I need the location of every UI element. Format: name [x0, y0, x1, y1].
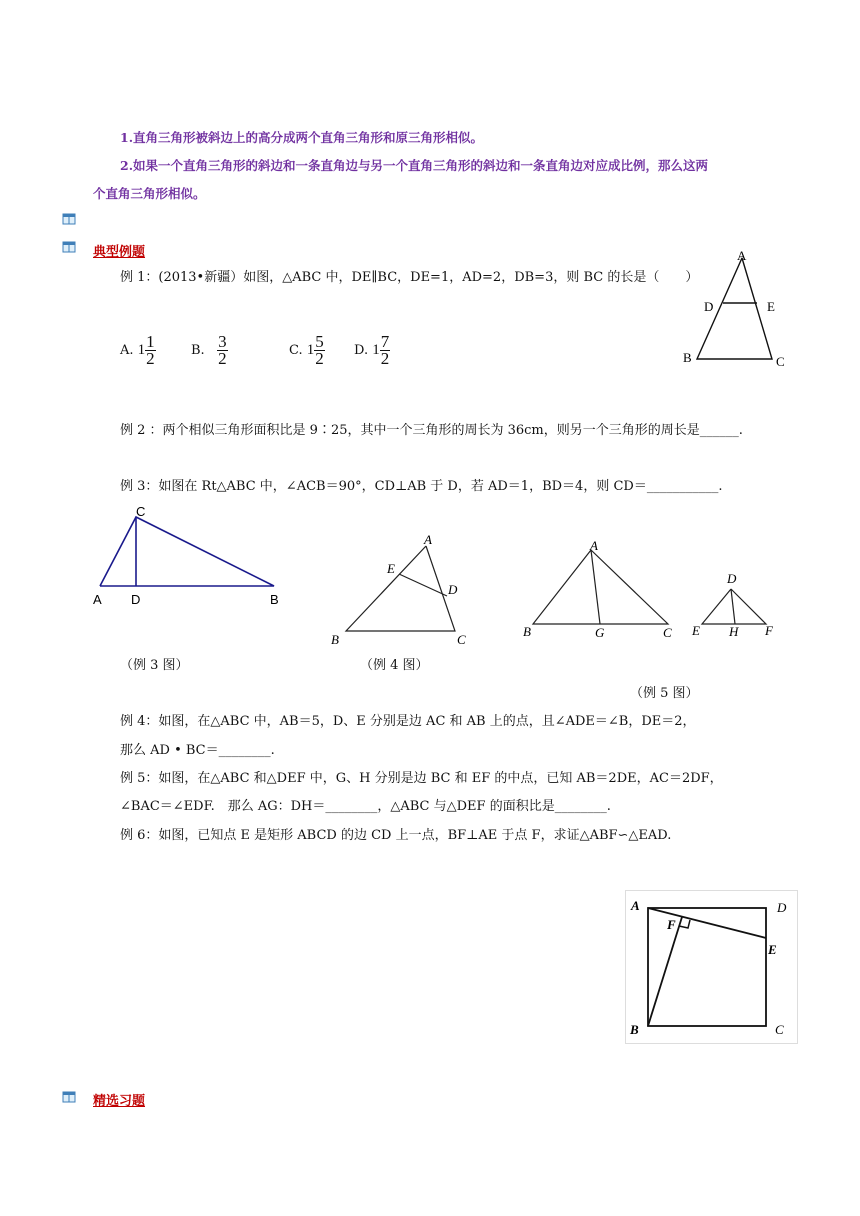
ex1-triangle-figure [675, 248, 795, 373]
label-a: A [631, 898, 640, 913]
ex1-option-d[interactable] [354, 334, 390, 367]
ex4-figure [325, 530, 485, 650]
section-title-exercises: 精选习题 [93, 1094, 146, 1109]
label-d: D [704, 299, 714, 314]
label-a: A [737, 248, 747, 263]
label-c: C [136, 504, 146, 519]
label-f: F [667, 917, 676, 932]
label-g: G [595, 625, 605, 640]
book-icon [62, 212, 76, 226]
ex5-figure [515, 535, 785, 645]
label-b: B [630, 1022, 639, 1037]
option-whole: 1 [137, 342, 146, 358]
ex6-text: 例 6：如图，已知点 E 是矩形 ABCD 的边 CD 上一点，BF⊥AE 于点 F，求证△ABF∽△EAD. [120, 828, 672, 843]
ex1-option-b[interactable] [191, 334, 228, 367]
caption-fig4: （例 4 图） [360, 658, 429, 673]
label-c: C [457, 632, 466, 647]
label-e: E [768, 942, 777, 957]
label-a: A [93, 592, 102, 607]
label-d: D [727, 571, 737, 586]
point-1: 1.直角三角形被斜边上的高分成两个直角三角形和原三角形相似。 [120, 130, 484, 145]
label-b: B [683, 350, 692, 365]
option-fraction: $\frac{1}{2}$ [146, 332, 155, 368]
label-e: E [387, 561, 395, 576]
point-2-line1: 2.如果一个直角三角形的斜边和一条直角边与另一个直角三角形的斜边和一条直角边对应成比例，那么这两 [120, 158, 709, 173]
ex3-text: 例 3：如图在 Rt△ABC 中，∠ACB＝90°，CD⊥AB 于 D，若 AD＝1，BD＝4，则 CD＝___________. [120, 479, 723, 494]
label-h: H [729, 624, 739, 639]
section-title-examples: 典型例题 [93, 245, 146, 260]
label-d: D [777, 900, 787, 915]
option-whole: 1 [372, 342, 380, 358]
option-letter: D. [354, 343, 369, 358]
option-letter: C. [289, 343, 303, 358]
point-2-line2: 个直角三角形相似。 [93, 186, 206, 201]
label-c: C [776, 354, 785, 369]
label-b: B [270, 592, 279, 607]
option-fraction: $\frac{7}{2}$ [380, 332, 390, 368]
option-fraction: $\frac{3}{2}$ [218, 332, 227, 368]
caption-fig3: （例 3 图） [120, 658, 189, 673]
ex5-line1: 例 5：如图，在△ABC 和△DEF 中，G、H 分别是边 BC 和 EF 的中点，已知 AB＝2DE，AC＝2DF， [120, 771, 723, 786]
label-e: E [692, 623, 700, 638]
caption-fig5: （例 5 图） [630, 686, 699, 701]
label-c: C [663, 625, 672, 640]
ex4-line2: 那么 AD • BC＝________. [120, 743, 275, 758]
ex5-line2: ∠BAC＝∠EDF. 那么 AG：DH＝________，△ABC 与△DEF 的面积比是________. [120, 799, 611, 814]
ex1-option-a[interactable] [120, 334, 156, 367]
label-a: A [590, 538, 598, 553]
option-fraction: $\frac{5}{2}$ [315, 332, 324, 368]
option-letter: B. [191, 343, 205, 358]
label-d: D [448, 582, 458, 597]
label-f: F [765, 623, 773, 638]
ex6-figure [625, 890, 800, 1046]
ex2-text: 例 2 ：两个相似三角形面积比是 9∶25，其中一个三角形的周长为 36cm，则另一个三角形的周长是______. [120, 423, 743, 438]
option-letter: A. [120, 343, 134, 358]
ex1-option-c[interactable] [289, 334, 325, 367]
label-c: C [775, 1022, 784, 1037]
book-icon [62, 1090, 76, 1104]
book-icon [62, 240, 76, 254]
option-whole: 1 [306, 342, 315, 358]
ex4-line1: 例 4：如图，在△ABC 中，AB＝5，D、E 分别是边 AC 和 AB 上的点，且∠ADE＝∠B，DE＝2， [120, 714, 696, 729]
ex1-stem: 例 1：(2013•新疆）如图，△ABC 中，DE∥BC，DE=1，AD=2，DB=3，则 BC 的长是（ ） [120, 270, 699, 285]
label-e: E [767, 299, 775, 314]
label-b: B [331, 632, 339, 647]
label-d: D [131, 592, 141, 607]
ex3-figure [88, 502, 298, 612]
label-a: A [424, 532, 432, 547]
label-b: B [523, 624, 531, 639]
